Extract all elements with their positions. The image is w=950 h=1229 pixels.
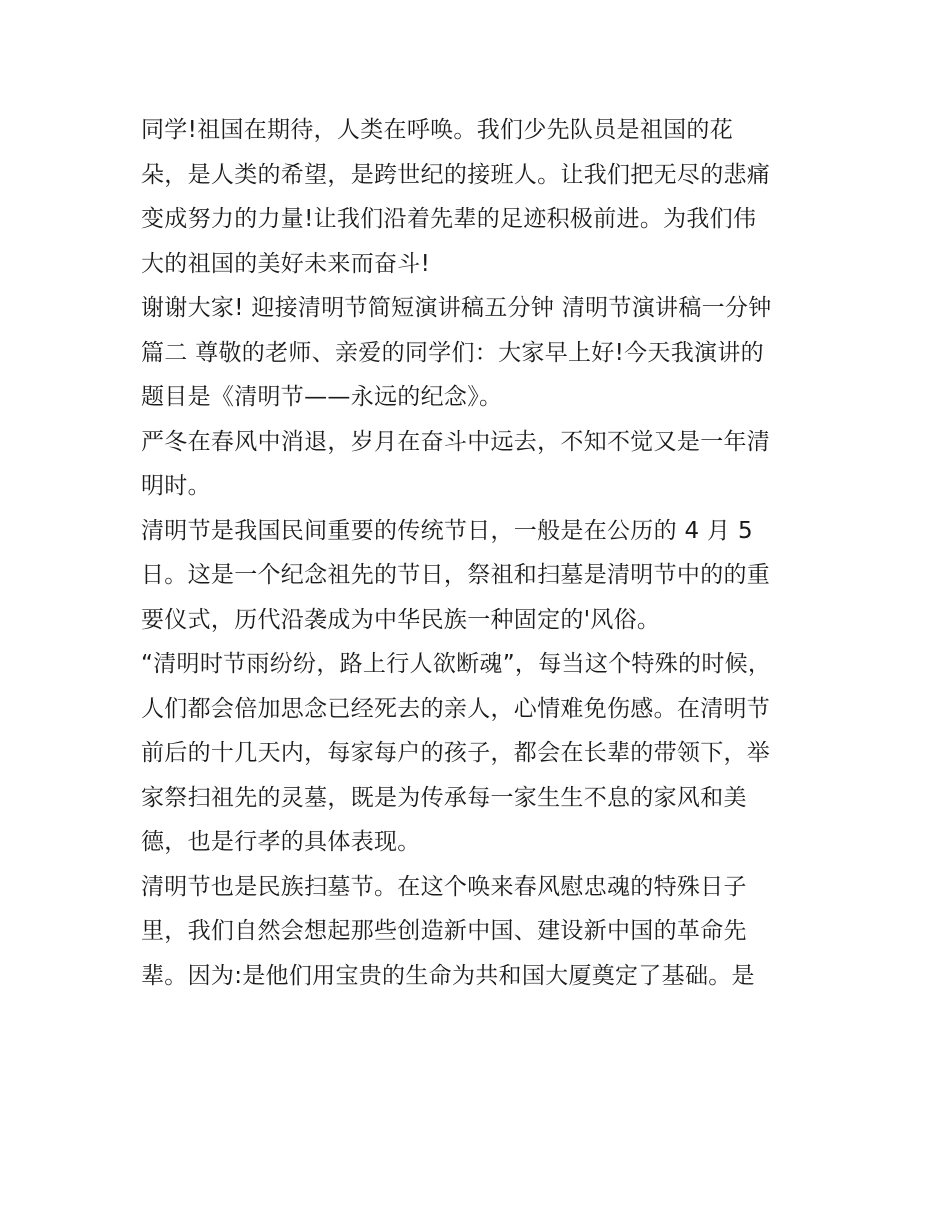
text-line-10: 清明节是我国民间重要的传统节日，一般是在公历的 4 月 5 [141,517,753,544]
text-line-18: 清明节也是民族扫墓节。在这个唤来春风慰忠魂的特殊日子 [141,873,747,900]
text-line-12: 要仪式，历代沿袭成为中华民族一种固定的'风俗。 [141,606,661,633]
text-line-19: 里，我们自然会想起那些创造新中国、建设新中国的革命先 [141,918,747,944]
text-line-20: 辈。因为:是他们用宝贵的生命为共和国大厦奠定了基础。是 [141,962,755,989]
text-line-15: 前后的十几天内，每家每户的孩子，都会在长辈的带领下，举 [141,740,771,766]
document-body [141,108,821,998]
text-line-11: 日。这是一个纪念祖先的节日，祭祖和扫墓是清明节中的的重 [141,562,771,588]
text-line-16: 家祭扫祖先的灵墓，既是为传承每一家生生不息的家风和美 [141,784,747,811]
text-line-6: 篇二 尊敬的老师、亲爱的同学们：大家早上好!今天我演讲的 [141,339,764,366]
text-line-14: 人们都会倍加思念已经死去的亲人，心情难免伤感。在清明节 [141,695,771,722]
text-line-3: 变成努力的力量!让我们沿着先辈的足迹积极前进。为我们伟 [141,206,757,232]
text-line-2: 朵，是人类的希望，是跨世纪的接班人。让我们把无尽的悲痛 [141,161,771,188]
text-line-4: 大的祖国的美好未来而奋斗! [141,250,431,277]
text-line-5: 谢谢大家! 迎接清明节简短演讲稿五分钟 清明节演讲稿一分钟 [141,295,772,321]
text-line-13: “清明时节雨纷纷，路上行人欲断魂”，每当这个特殊的时候， [141,651,772,677]
text-line-8: 严冬在春风中消退，岁月在奋斗中远去，不知不觉又是一年清 [141,428,771,455]
text-line-17: 德，也是行孝的具体表现。 [141,829,421,855]
text-line-9: 明时。 [141,473,211,499]
text-line-1: 同学!祖国在期待，人类在呼唤。我们少先队员是祖国的花 [141,117,734,143]
text-line-7: 题目是《清明节——永远的纪念》。 [141,384,503,410]
